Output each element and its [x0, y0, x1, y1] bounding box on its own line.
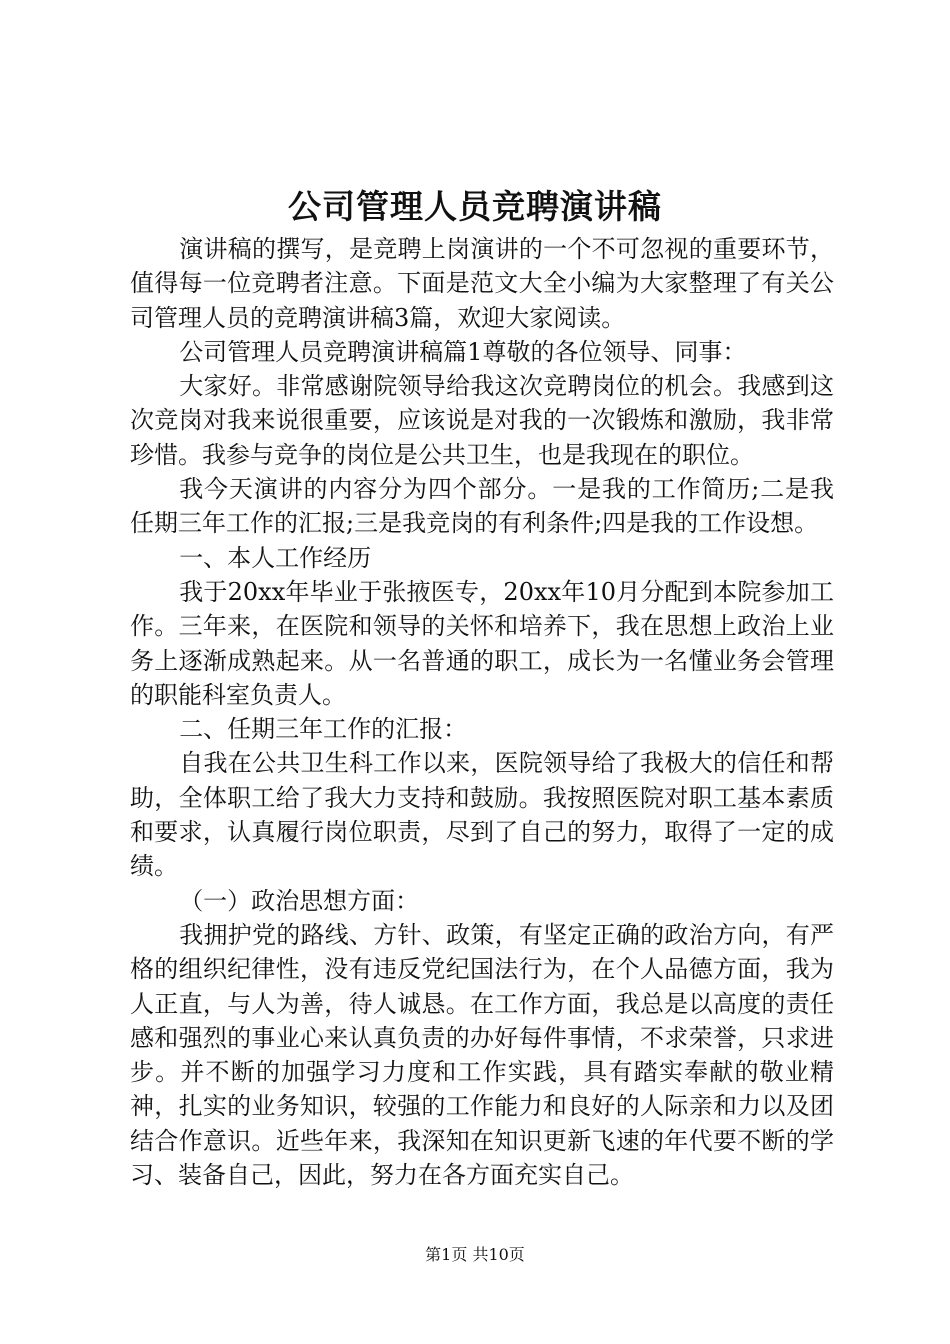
paragraph-salutation: 公司管理人员竞聘演讲稿篇1尊敬的各位领导、同事：: [179, 337, 747, 366]
paragraph-work-report: 自我在公共卫生科工作以来，医院领导给了我极大的信任和帮助，全体职工给了我大力支持和鼓励。我按照医院对职工基本素质和要求，认真履行岗位职责，尽到了自己的努力，取得了一定的成绩。: [130, 749, 834, 881]
page-number-footer: 第1页 共10页: [425, 1245, 525, 1264]
paragraph-greeting: 大家好。非常感谢院领导给我这次竞聘岗位的机会。我感到这次竞岗对我来说很重要，应该说是对我的一次锻炼和激励，我非常珍惜。我参与竞争的岗位是公共卫生，也是我现在的职位。: [130, 372, 834, 469]
section-heading-2: 二、任期三年工作的汇报：: [179, 715, 468, 744]
section-heading-1: 一、本人工作经历: [179, 543, 372, 572]
document-title: 公司管理人员竞聘演讲稿: [288, 187, 662, 226]
paragraph-work-history: 我于20xx年毕业于张掖医专，20xx年10月分配到本院参加工作。三年来，在医院和领导的关怀和培养下，我在思想上政治上业务上逐渐成熟起来。从一名普通的职工，成长为一名懂业务会管理的职能科室负责人。: [130, 577, 834, 709]
subsection-heading-1: （一）政治思想方面：: [179, 886, 420, 915]
paragraph-political: 我拥护党的路线、方针、政策，有坚定正确的政治方向，有严格的组织纪律性，没有违反党纪国法行为，在个人品德方面，我为人正直，与人为善，待人诚恳。在工作方面，我总是以高度的责任感和强烈的事业心来认真负责的办好每件事情，不求荣誉，只求进步。并不断的加强学习力度和工作实践，具有踏实奉献的敬业精神，扎实的业务知识，较强的工作能力和良好的人际亲和力以及团结合作意识。近些年来，我深知在知识更新飞速的年代要不断的学习、装备自己，因此，努力在各方面充实自己。: [130, 920, 834, 1190]
paragraph-outline: 我今天演讲的内容分为四个部分。一是我的工作简历;二是我任期三年工作的汇报;三是我竞岗的有利条件;四是我的工作设想。: [130, 475, 834, 538]
document-body: [130, 232, 834, 1192]
paragraph-intro: 演讲稿的撰写，是竞聘上岗演讲的一个不可忽视的重要环节，值得每一位竞聘者注意。下面是范文大全小编为大家整理了有关公司管理人员的竞聘演讲稿3篇，欢迎大家阅读。: [130, 235, 834, 332]
